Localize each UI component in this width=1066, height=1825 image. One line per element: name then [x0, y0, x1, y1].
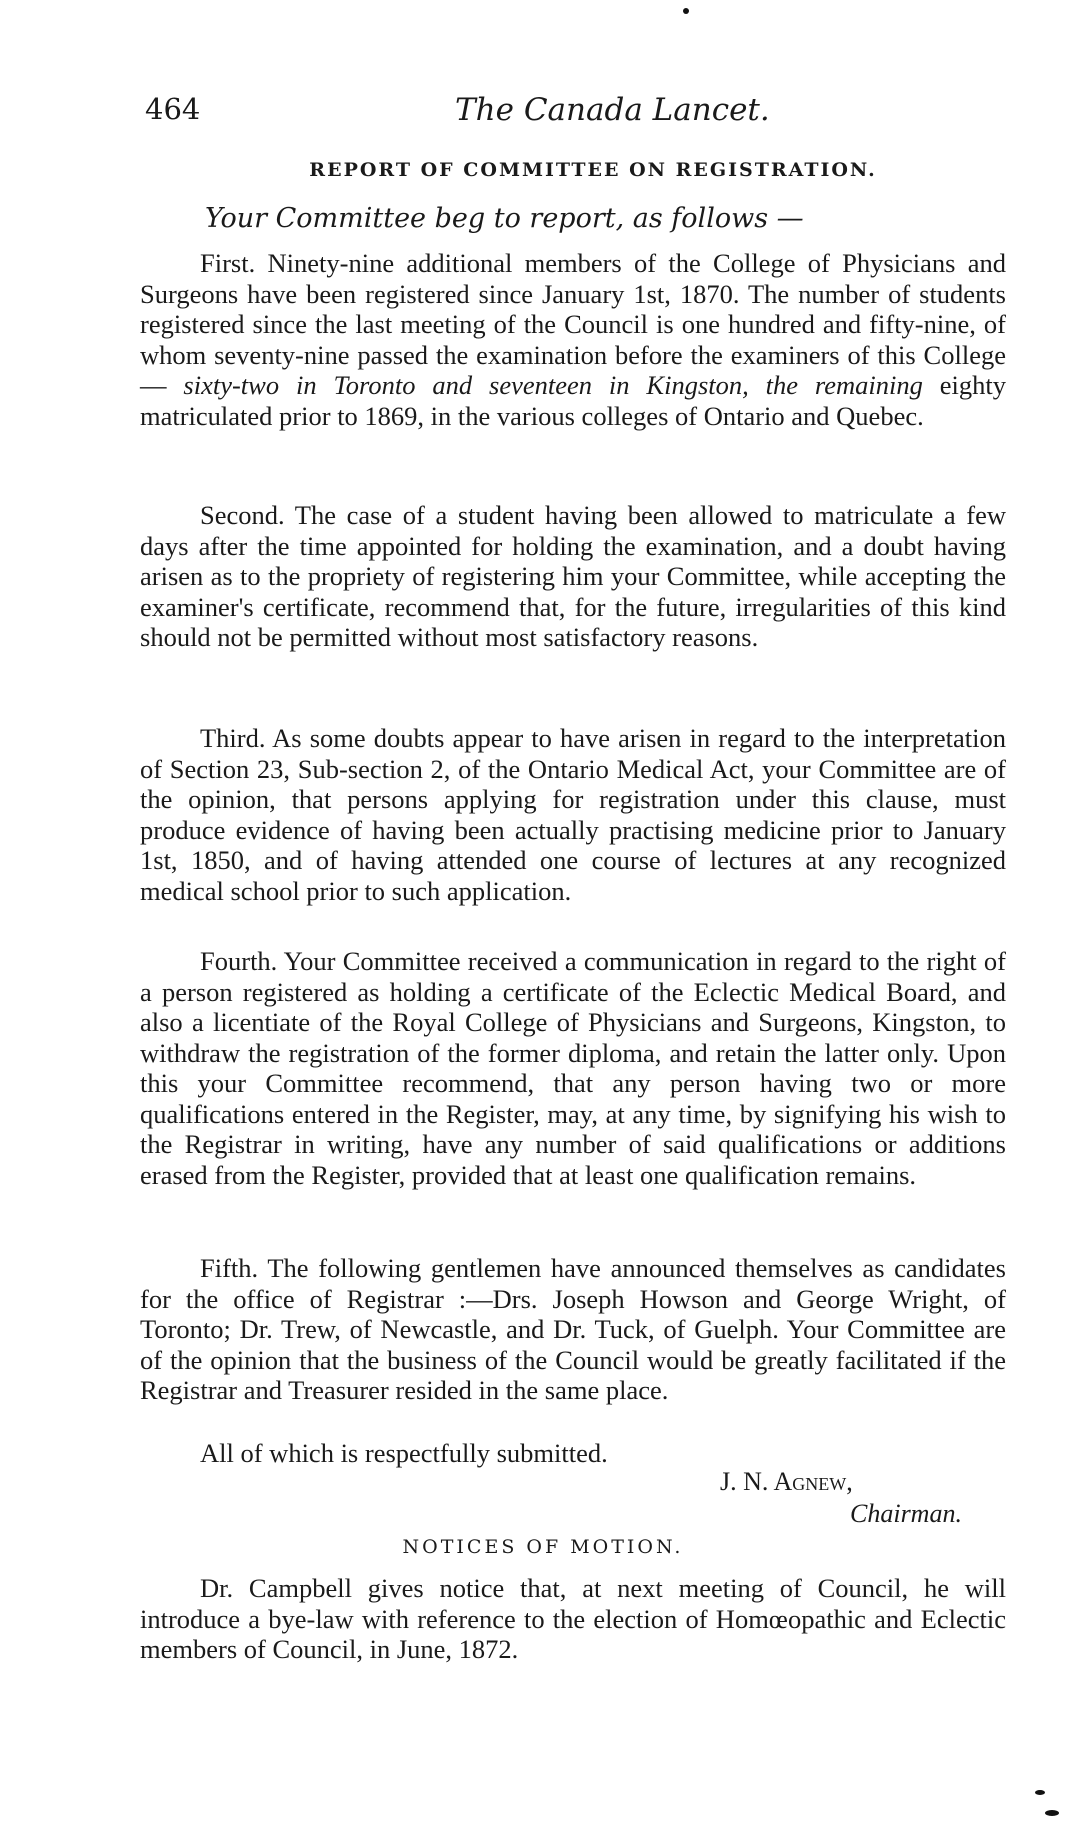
closing-line-text: All of which is respectfully submitted.: [200, 1438, 608, 1468]
paragraph-fifth: [140, 1253, 1006, 1406]
paragraph-first-text-b: eighty matriculated prior to 1869, in the various colleges of Ontario and Quebec.: [140, 370, 1006, 431]
page-header: [145, 92, 1005, 136]
page-number: 464: [145, 92, 201, 126]
closing-line: [140, 1438, 1006, 1469]
running-title: The Canada Lancet.: [455, 92, 770, 128]
paragraph-third-text: Third. As some doubts appear to have arisen in regard to the interpretation of Section 23, Sub-section 2, of the Ontario Medical Act, your Committee are of the opinion, that persons applying for registration under this clause, must produce evidence of having been actually practising medicine prior to January 1st, 1850, and of having attended one course of lectures at any recognized medical school prior to such application.: [140, 723, 1006, 906]
signature-role: Chairman.: [850, 1499, 962, 1528]
paragraph-first-text-a: First. Ninety-nine additional members of the College of Physicians and Surgeons have been registered since January 1st, 1870. The number of students registered since the last meeting of the Council is one hundred and fifty-nine, of whom seventy-nine passed the examination before the examiners of this College—: [140, 248, 1006, 400]
paragraph-notice: [140, 1573, 1006, 1665]
report-heading: REPORT OF COMMITTEE ON REGISTRATION.: [309, 159, 877, 181]
paragraph-third: [140, 723, 1006, 906]
paragraph-fifth-text: Fifth. The following gentlemen have announced themselves as candidates for the office of Registrar :—Drs. Joseph Howson and George Wright, of Toronto; Dr. Trew, of Newcastle, and Dr. Tuck, of Guelph. Your Committee are of the opinion that the business of the Council would be greatly facilitated if the Registrar and Treasurer resided in the same place.: [140, 1253, 1006, 1405]
paragraph-fourth: [140, 946, 1006, 1190]
paragraph-fourth-text: Fourth. Your Committee received a communication in regard to the right of a person registered as holding a certificate of the Eclectic Medical Board, and also a licentiate of the Royal College of Physicians and Surgeons, Kingston, to withdraw the registration of the former diploma, and retain the latter only. Upon this your Committee recommend, that any person having two or more qualifications entered in the Register, may, at any time, by signifying his wish to the Registrar in writing, have any number of said qualifications or additions erased from the Register, provided that at least one qualification remains.: [140, 946, 1006, 1190]
paragraph-first: [140, 248, 1006, 431]
signature-name: J. N. Agnew,: [720, 1467, 853, 1496]
notices-heading: NOTICES OF MOTION.: [402, 1536, 684, 1558]
paragraph-second-text: Second. The case of a student having been allowed to matriculate a few days after the time appointed for holding the examination, and a doubt having arisen as to the propriety of registering him your Committee, while accepting the examiner's certificate, recommend that, for the future, irregularities of this kind should not be permitted without most satisfactory reasons.: [140, 500, 1006, 652]
scan-speck: [1045, 1810, 1059, 1816]
scan-speck: [1035, 1790, 1045, 1795]
report-intro: Your Committee beg to report, as follows —: [205, 203, 804, 234]
scan-speck: [683, 8, 689, 14]
paragraph-first-italic: sixty-two in Toronto and seventeen in Kingston, the remaining: [183, 370, 923, 400]
paragraph-notice-text: Dr. Campbell gives notice that, at next meeting of Council, he will introduce a bye-law with reference to the election of Homœopathic and Eclectic members of Council, in June, 1872.: [140, 1573, 1006, 1664]
paragraph-second: [140, 500, 1006, 653]
